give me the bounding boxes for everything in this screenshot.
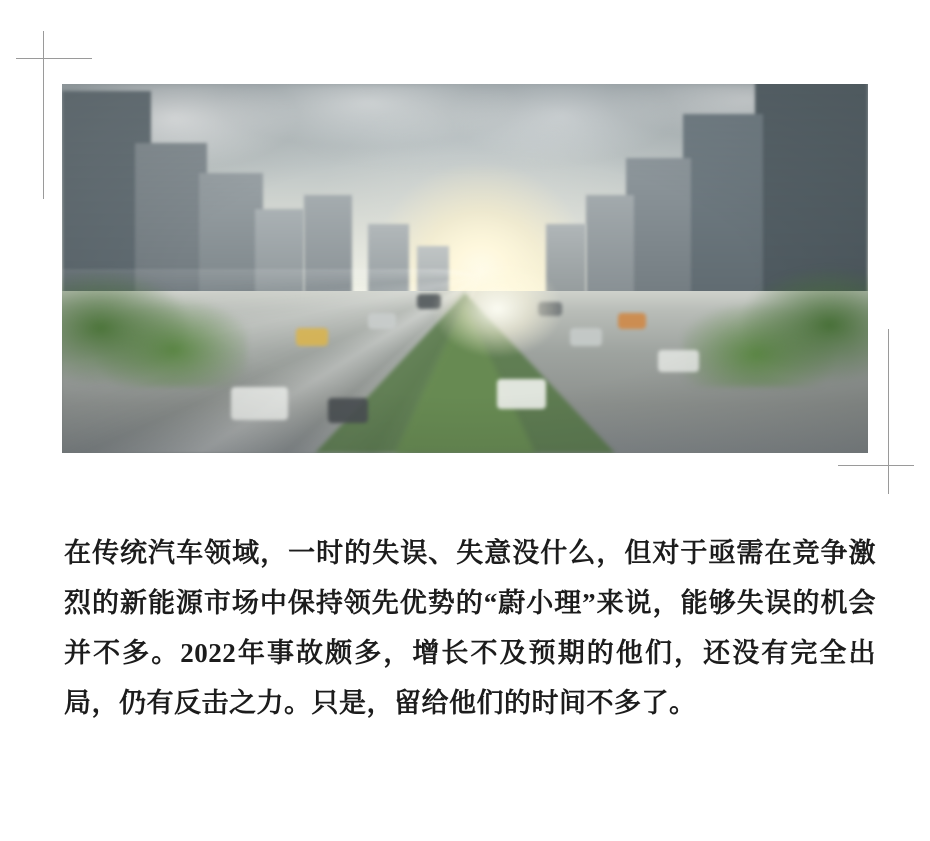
hero-image-canvas bbox=[62, 84, 868, 453]
top-left-crop-mark-vertical bbox=[43, 31, 44, 199]
top-left-crop-mark-horizontal bbox=[16, 58, 92, 59]
bottom-right-crop-mark-horizontal bbox=[838, 465, 914, 466]
image-vignette bbox=[62, 84, 868, 453]
hero-image bbox=[62, 84, 868, 453]
bottom-right-crop-mark-vertical bbox=[888, 329, 889, 494]
body-paragraph: 在传统汽车领域，一时的失误、失意没什么，但对于亟需在竞争激烈的新能源市场中保持领先优势的“蔚小理”来说，能够失误的机会并不多。2022年事故颇多，增长不及预期的他们，还没有完全出局，仍有反击之力。只是，留给他们的时间不多了。 bbox=[64, 538, 876, 718]
article-body bbox=[64, 528, 876, 728]
